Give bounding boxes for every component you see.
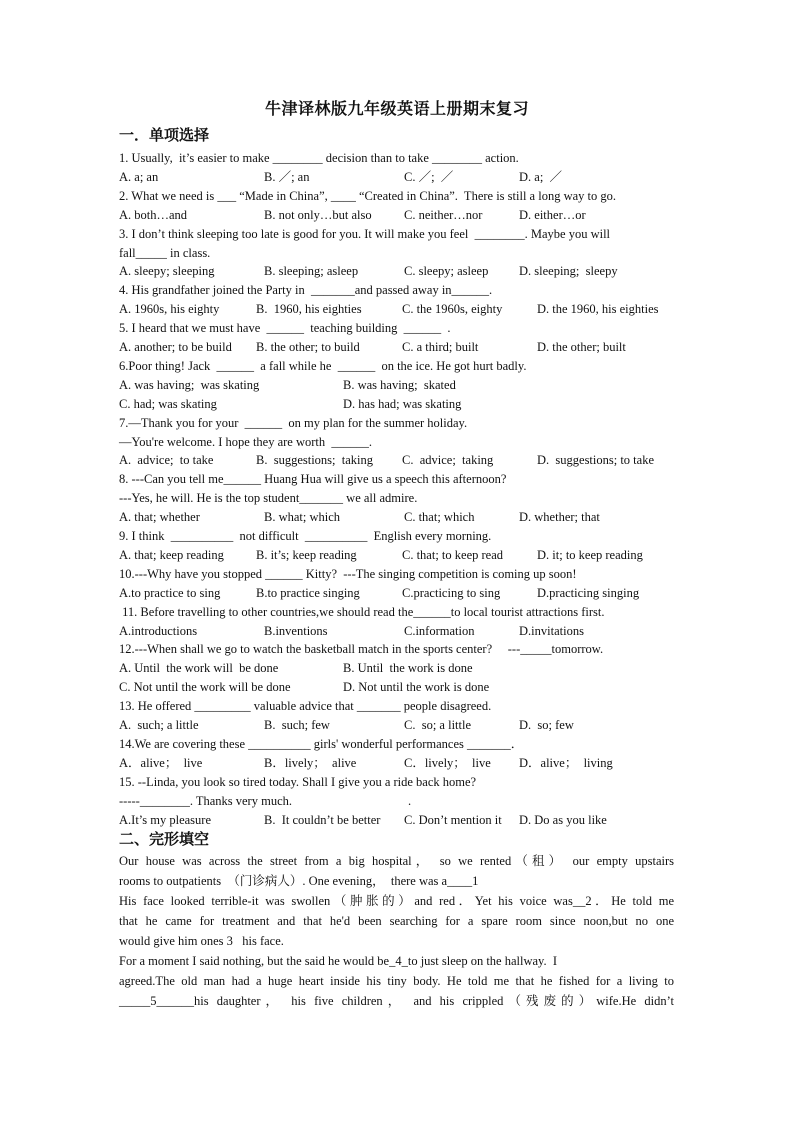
option-a: A．alive； live	[119, 755, 203, 770]
option-d: D. suggestions; to take	[537, 453, 655, 468]
passage-line: _____5______his daughter， his five children， and his crippled（残废的）wife.He didn’t	[119, 994, 674, 1009]
page-title: 牛津译林版九年级英语上册期末复习	[264, 101, 529, 118]
option-a: A.introductions	[119, 623, 198, 638]
passage-line: His face looked terrible-it was swollen（肿胀的）and red．Yet his voice was__2．He told me	[119, 894, 674, 909]
option-b: B. such; few	[264, 718, 330, 732]
option-c: C. advice; taking	[402, 453, 494, 468]
question-stem: —You're welcome. I hope they are worth ______.	[119, 434, 373, 449]
question-stem: 14.We are covering these __________ girls' wonderful performances _______．	[119, 736, 524, 751]
option-c: C. had; was skating	[119, 396, 217, 411]
passage-line: agreed.The old man had a huge heart inside his tiny body. He told me that he fished for a living to	[119, 974, 674, 989]
option-b: B．lively； alive	[264, 755, 357, 770]
question-stem: 8. ---Can you tell me______ Huang Hua will give us a speech this afternoon?	[119, 472, 507, 487]
question-stem: 1. Usually, it’s easier to make ________ decision than to take ________ action.	[119, 151, 519, 165]
option-b: B. ／; an	[264, 169, 310, 184]
option-b: B. it’s; keep reading	[256, 547, 357, 562]
option-c: C. that; which	[404, 510, 475, 525]
option-b: B. was having; skated	[343, 377, 456, 392]
option-c: C. Don’t mention it	[404, 812, 502, 827]
passage-line: For a moment I said nothing, but the said he would be_4_to just sleep on the hallway. I	[119, 954, 558, 969]
option-b: B. 1960, his eighties	[256, 302, 362, 317]
option-d: D. sleeping; sleepy	[519, 264, 618, 279]
question-stem: fall_____ in class.	[119, 245, 211, 260]
question-stem: 12.---When shall we go to watch the basketball match in the sports center? ---_____tomorrow.	[119, 642, 604, 657]
option-d: D. has had; was skating	[343, 396, 462, 411]
option-c: C. a third; built	[402, 340, 479, 354]
passage-line: rooms to outpatients （门诊病人）. One evening， there was a____1	[119, 874, 479, 889]
option-a: A. 1960s, his eighty	[119, 302, 220, 317]
option-c: C.information	[404, 623, 475, 638]
option-b: B. suggestions; taking	[256, 453, 374, 468]
option-d: D. whether; that	[519, 510, 600, 525]
option-b: B. It couldn’t be better	[264, 812, 381, 827]
option-c: C. ／; ／	[404, 169, 454, 184]
option-c: C. sleepy; asleep	[404, 264, 489, 279]
option-b: B.to practice singing	[256, 585, 360, 600]
section-heading-cloze: 二、完形填空	[119, 832, 210, 849]
option-a: A. such; a little	[119, 718, 199, 732]
option-b: B. not only…but also	[264, 207, 372, 222]
question-stem: 7.—Thank you for your ______ on my plan for the summer holiday.	[119, 415, 468, 430]
option-d: D. Not until the work is done	[343, 680, 490, 695]
option-b: B.inventions	[264, 623, 328, 638]
option-a: A. a; an	[119, 169, 159, 184]
option-d: D. either…or	[519, 207, 586, 222]
option-a: A.It’s my pleasure	[119, 812, 211, 827]
option-d: D. so; few	[519, 718, 574, 732]
option-c: C. so; a little	[404, 718, 472, 732]
option-c: C. neither…nor	[404, 207, 483, 222]
question-stem: 6.Poor thing! Jack ______ a fall while he ______ on the ice. He got hurt badly.	[119, 358, 527, 373]
question-stem: 9. I think __________ not difficult __________ English every morning.	[119, 529, 492, 543]
option-b: B. what; which	[264, 510, 341, 525]
passage-line: Our house was across the street from a big hospital， so we rented（租） our empty upstairs	[119, 854, 674, 869]
passage-line: that he came for treatment and that he'd been searching for a spare room since noon,but no one	[119, 914, 674, 929]
question-stem: 2. What we need is ___ “Made in China”, ____ “Created in China”. There is still a long way to go.	[119, 188, 616, 203]
option-d: D.invitations	[519, 623, 584, 638]
section-heading-multiple-choice: 一．单项选择	[119, 128, 210, 144]
question-stem: 3. I don’t think sleeping too late is good for you. It will make you feel ________. Maybe you will	[119, 226, 611, 241]
question-stem: 15. --Linda, you look so tired today. Shall I give you a ride back home?	[119, 774, 477, 789]
option-d: D. Do as you like	[519, 812, 607, 827]
question-stem: 13. He offered _________ valuable advice that _______ people disagreed.	[119, 699, 492, 714]
option-d: D.practicing singing	[537, 585, 640, 600]
option-b: B. Until the work is done	[343, 661, 473, 676]
question-stem: ---Yes, he will. He is the top student_______ we all admire.	[119, 491, 418, 506]
option-d: D. the other; built	[537, 340, 626, 354]
question-stem: -----________. Thanks very much.	[119, 793, 292, 808]
option-c: C. the 1960s, eighty	[402, 302, 503, 317]
option-a: A. both…and	[119, 207, 188, 222]
option-d: D. the 1960, his eighties	[537, 302, 659, 317]
option-c: C. Not until the work will be done	[119, 680, 291, 695]
question-stem: 10.---Why have you stopped ______ Kitty? ---The singing competition is coming up soon!	[119, 566, 577, 581]
option-c: C. that; to keep read	[402, 547, 504, 562]
option-a: A. was having; was skating	[119, 377, 260, 392]
stray-dot: .	[408, 793, 412, 808]
option-b: B. sleeping; asleep	[264, 264, 359, 279]
option-a: A. that; keep reading	[119, 547, 224, 562]
option-a: A. that; whether	[119, 510, 200, 525]
passage-line: would give him ones 3 his face.	[119, 934, 284, 949]
question-stem: 5. I heard that we must have ______ teaching building ______ .	[119, 321, 451, 336]
option-a: A. another; to be build	[119, 340, 232, 354]
option-d: D. it; to keep reading	[537, 547, 643, 562]
option-c: C.practicing to sing	[402, 585, 501, 600]
option-a: A. Until the work will be done	[119, 661, 279, 676]
option-d: D. a; ／	[519, 169, 563, 184]
option-a: A. sleepy; sleeping	[119, 264, 215, 279]
option-c: C．lively； live	[404, 755, 491, 770]
question-stem: 4. His grandfather joined the Party in _______and passed away in______.	[119, 283, 493, 298]
option-a: A.to practice to sing	[119, 585, 221, 600]
option-d: D．alive； living	[519, 755, 613, 770]
option-b: B. the other; to build	[256, 340, 360, 354]
question-stem: 11. Before travelling to other countries,we should read the______to local tourist attractions first.	[119, 604, 605, 619]
option-a: A. advice; to take	[119, 453, 214, 468]
